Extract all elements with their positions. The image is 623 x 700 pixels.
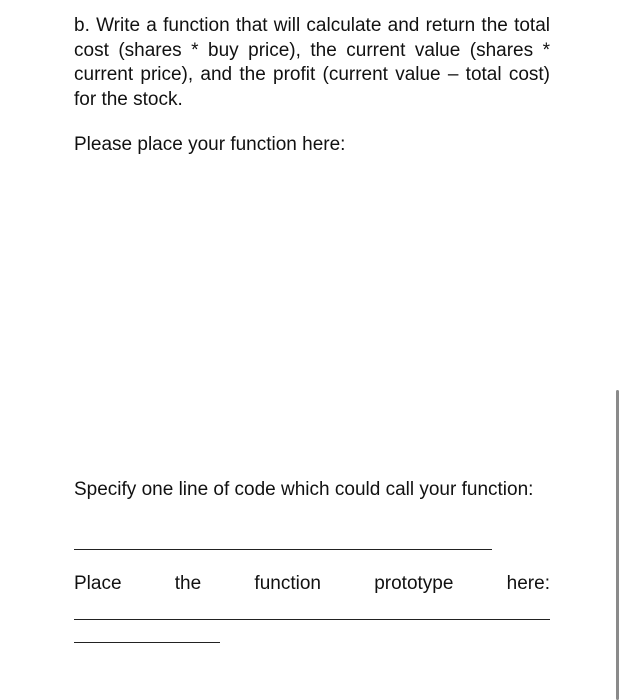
prototype-answer-line-continued <box>74 642 220 643</box>
prototype-answer-line <box>74 619 550 620</box>
function-prompt: Please place your function here: <box>74 134 346 155</box>
prototype-word: here: <box>506 573 550 594</box>
prototype-word: function <box>254 573 321 594</box>
prototype-word: Place <box>74 573 122 594</box>
scrollbar-thumb[interactable] <box>616 390 619 700</box>
prototype-word: prototype <box>374 573 454 594</box>
question-text: b. Write a function that will calculate and return the total cost (shares * buy price), the current value (shares * current price), and the profit (current value – total cost) for the stock. <box>74 15 550 110</box>
prototype-word: the <box>174 573 202 594</box>
prototype-prompt <box>74 572 550 597</box>
call-answer-line <box>74 549 492 550</box>
call-prompt: Specify one line of code which could call your function: <box>74 479 534 500</box>
